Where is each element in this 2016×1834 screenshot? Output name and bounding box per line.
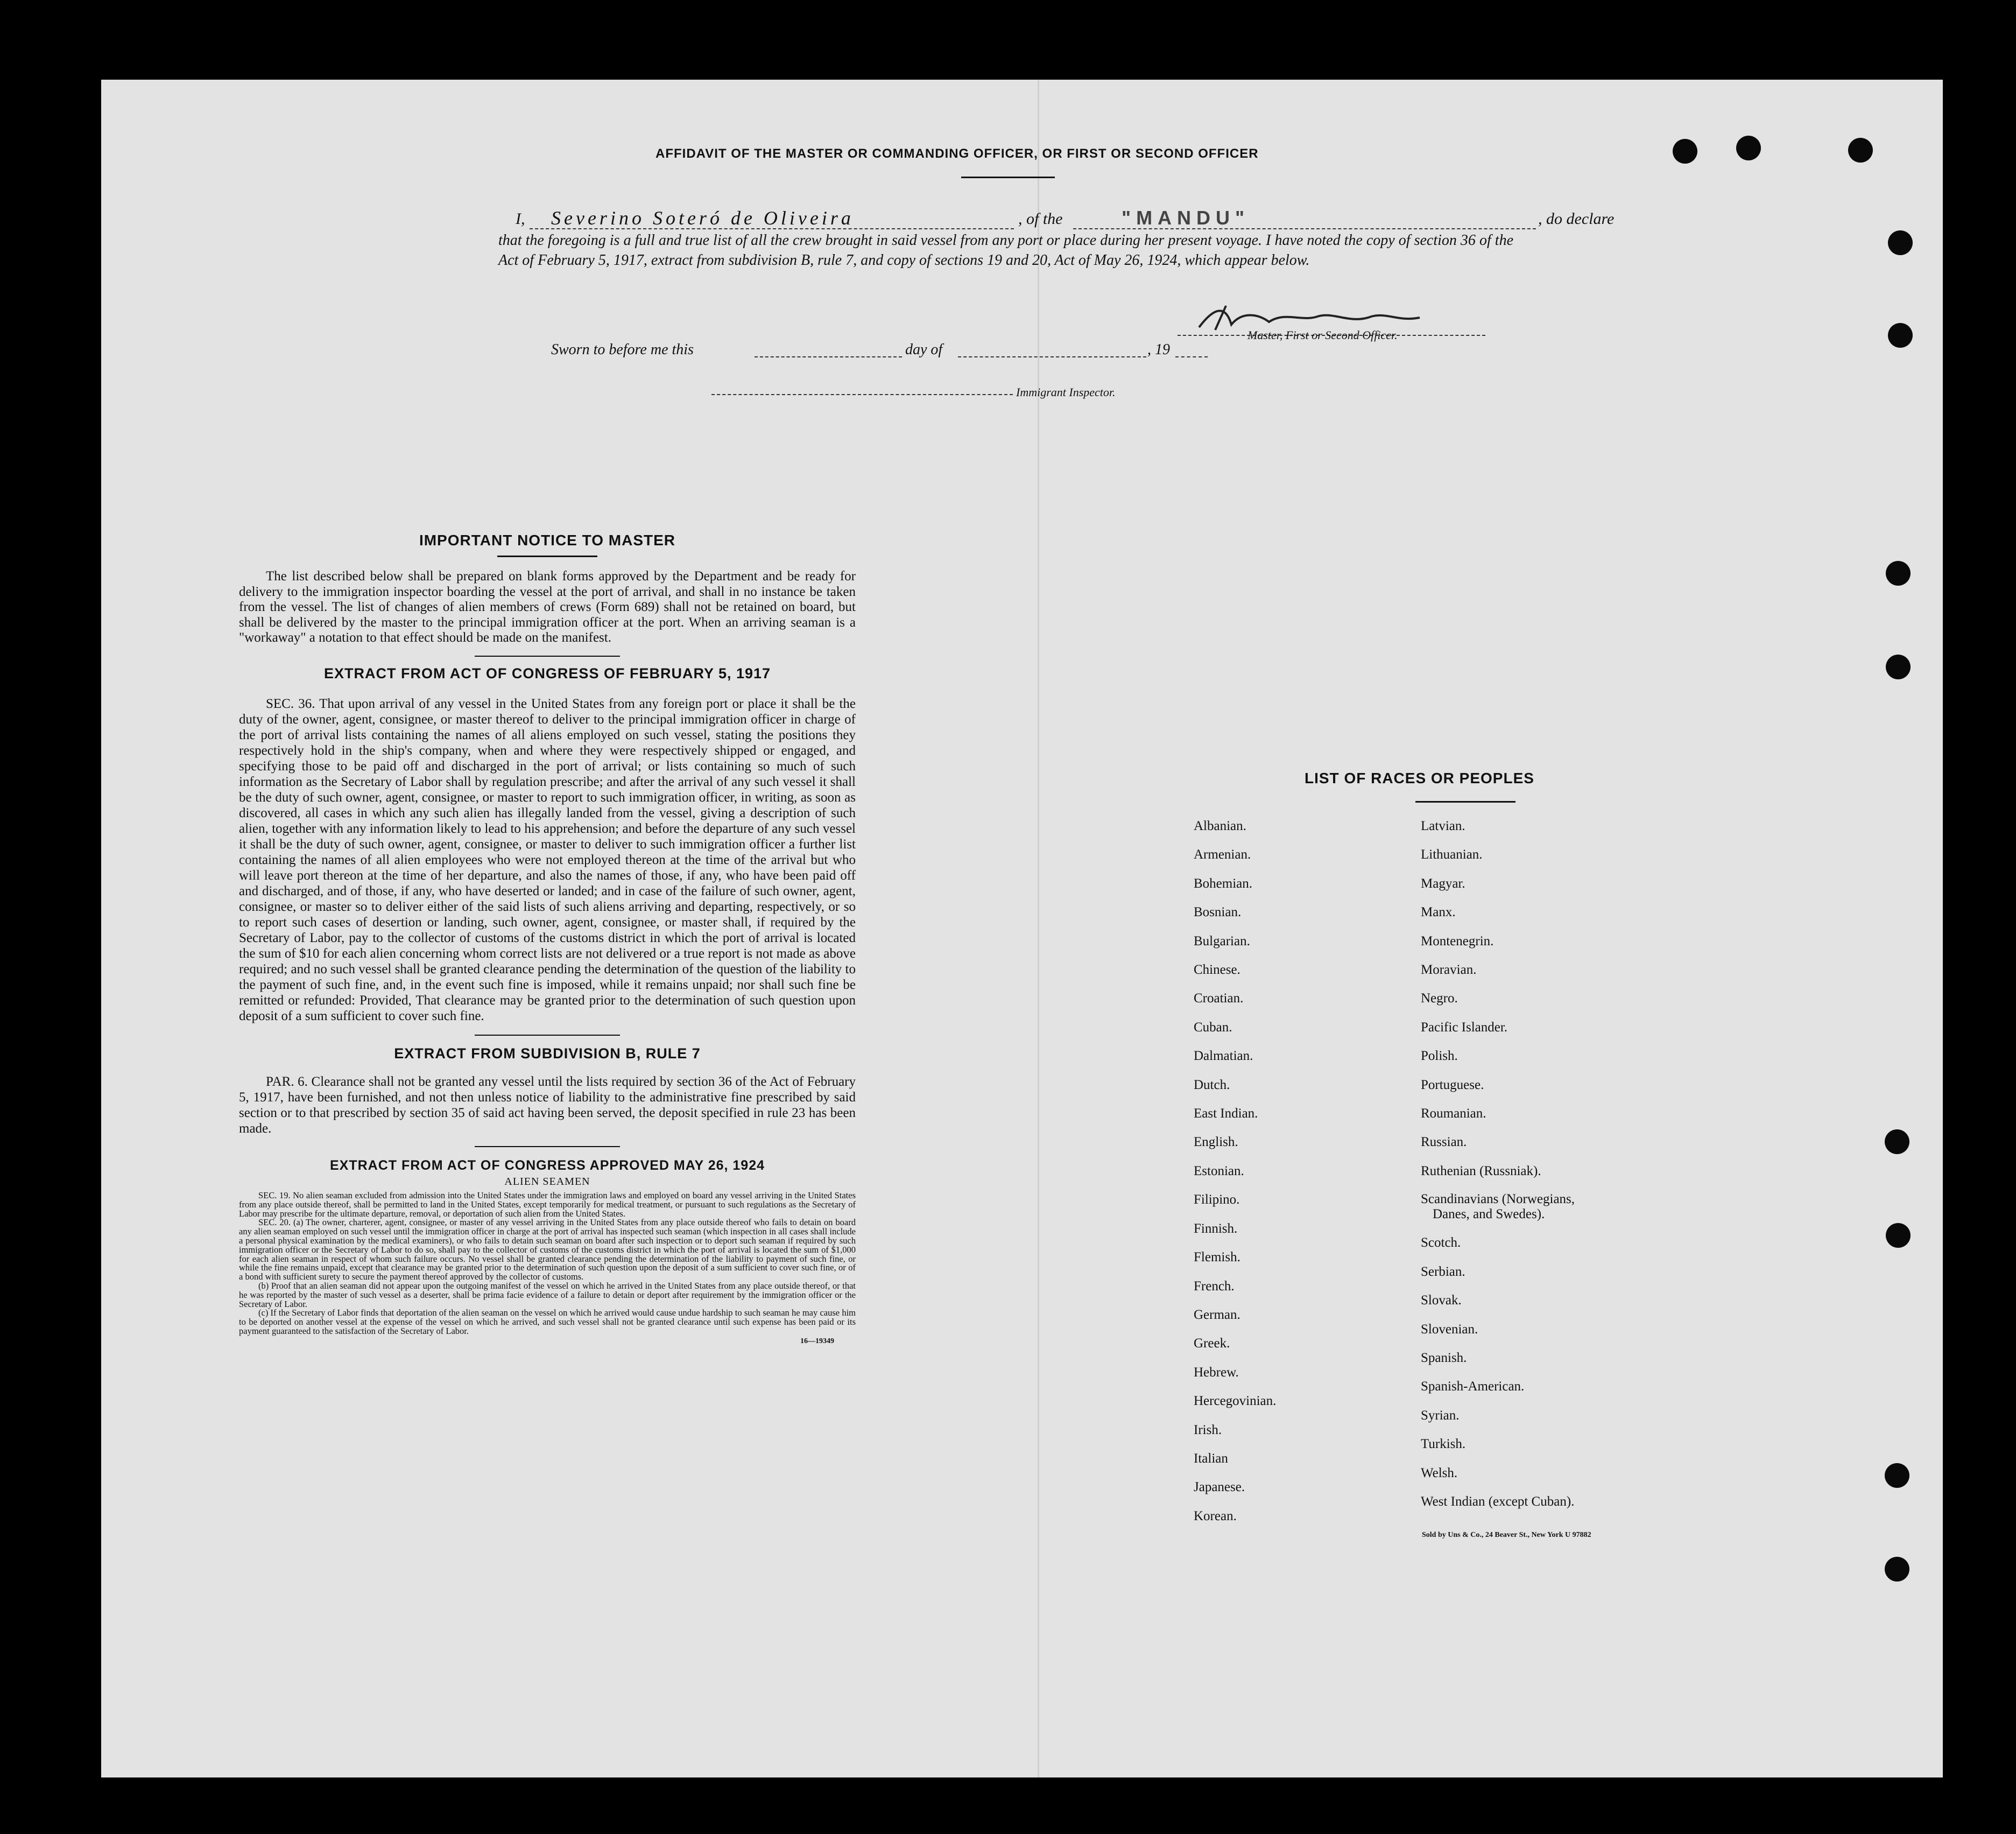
race-item: English. (1194, 1135, 1238, 1150)
sworn-month-field (958, 356, 1146, 357)
day-of-label: day of (905, 341, 943, 358)
race-item: Scandinavians (Norwegians, (1421, 1192, 1575, 1207)
race-item: Syrian. (1421, 1408, 1460, 1423)
notice-title: IMPORTANT NOTICE TO MASTER (419, 532, 676, 549)
race-item: Dutch. (1194, 1077, 1230, 1092)
year-field (1175, 356, 1208, 357)
officer-name-field (530, 207, 1014, 229)
race-item: Korean. (1194, 1508, 1237, 1523)
race-item: German. (1194, 1307, 1240, 1322)
sworn-line (551, 341, 1218, 363)
year-prefix: , 19 (1147, 341, 1170, 358)
extract-1924-title: EXTRACT FROM ACT OF CONGRESS APPROVED MAY 26, 1924 (329, 1157, 765, 1173)
sworn-prefix: Sworn to before me this (551, 341, 694, 358)
race-item: Japanese. (1194, 1480, 1245, 1495)
affidavit-heading: AFFIDAVIT OF THE MASTER OR COMMANDING OFFICER, OR FIRST OR SECOND OFFICER (655, 146, 1259, 161)
punch-hole (1888, 323, 1913, 348)
race-item: Slovenian. (1421, 1322, 1478, 1337)
race-item: Lithuanian. (1421, 847, 1483, 862)
race-item: Magyar. (1421, 876, 1465, 891)
race-item: Hebrew. (1194, 1365, 1239, 1380)
race-item: Albanian. (1194, 819, 1246, 833)
race-item: Greek. (1194, 1336, 1230, 1351)
race-item: Bohemian. (1194, 876, 1253, 891)
punch-hole (1888, 230, 1913, 255)
do-declare-label: , do declare (1538, 210, 1615, 228)
race-item: Scotch. (1421, 1235, 1461, 1250)
race-item: Cuban. (1194, 1020, 1232, 1035)
affidavit-body: that the foregoing is a full and true list of all the crew brought in said vessel from any port or place during her present voyage. I have noted the copy of section 36 of the Act of February 5, 1917, extract from subdivision B, rule 7, and copy of sections 19 and 20, Act of May 26, 1924, which appear below. (498, 232, 1513, 269)
i-label: I, (516, 210, 525, 228)
race-item: Pacific Islander. (1421, 1020, 1508, 1035)
notice-rule (497, 556, 597, 557)
punch-hole (1886, 655, 1911, 679)
race-item: Latvian. (1421, 819, 1465, 833)
race-item: Turkish. (1421, 1437, 1466, 1452)
signature-scrawl (1194, 300, 1474, 333)
race-item: Spanish-American. (1421, 1379, 1525, 1394)
race-item: Croatian. (1194, 991, 1244, 1006)
document-page (101, 80, 1943, 1777)
heading-rule (961, 177, 1055, 178)
officer-name: Severino Soteró de Oliveira (551, 207, 854, 229)
race-item: Spanish. (1421, 1350, 1467, 1365)
punch-hole (1886, 561, 1911, 586)
section-divider (475, 656, 620, 657)
race-item: Manx. (1421, 905, 1456, 920)
race-item: Estonian. (1194, 1163, 1244, 1178)
extract-1924-body (239, 1191, 856, 1336)
section-divider (475, 1035, 620, 1036)
extract-1917-body: SEC. 36. That upon arrival of any vessel in the United States from any foreign port or place it shall be the duty of the owner, agent, consignee, or master thereof to deliver to the principal immigration officer in charge of the port of arrival lists containing the names of all aliens employed on such vessel, stating the positions they respectively hold in the ship's company, when and where they were respectively shipped or engaged, and specifying those to be paid off and discharged in the port of arrival; or lists containing so much of such information as the Secretary of Labor shall by regulation prescribe; and after the arrival of any such vessel it shall be the duty of such owner, agent, consignee, or master to report to such immigration officer, in writing, as soon as discovered, all cases in which any such alien has illegally landed from the vessel, giving a description of such alien, together with any information likely to lead to his apprehension; and before the departure of any such vessel it shall be the duty of such owner, agent, consignee, or master to deliver to such immigration officer a further list containing the names of all alien employees who were not employed thereon at the time of the arrival but who will leave port thereon at the time of her departure, and also the names of those, if any, who have been paid off and discharged, and of those, if any, who have deserted or landed; and in case of the failure of such owner, agent, consignee, or master so to deliver either of the said lists of such aliens arriving and departing, respectively, or so to report such cases of desertion or landing, such owner, agent, consignee, or master shall, if required by the Secretary of Labor, pay to the collector of customs of the customs district in which the port of arrival is located the sum of $10 for each alien concerning whom correct lists are not delivered or a true report is not made as above required; and no such vessel shall be granted clearance pending the determination of the question of the liability to the payment of such fine, and, in the event such fine is imposed, while it remains unpaid; nor shall such fine be remitted or refunded: Provided, That clearance may be granted prior to the determination of such question upon deposit of a sum sufficient to cover such fine. (239, 696, 856, 1023)
punch-hole (1673, 139, 1697, 164)
inspector-caption: Immigrant Inspector. (1016, 385, 1116, 399)
race-item: East Indian. (1194, 1106, 1258, 1121)
section-19: SEC. 19. No alien seaman excluded from admission into the United States under the immigration laws and employed on board any vessel arriving in the United States from any place outside thereof, shall be permitted to land in the United States, except temporarily for medical treatment, or pursuant to such regulations as the Secretary of Labor may prescribe for the ultimate departure, removal, or deportation of such alien from the United States. (239, 1190, 856, 1219)
punch-hole (1885, 1557, 1909, 1582)
extract-1924-subtitle: ALIEN SEAMEN (504, 1175, 590, 1187)
punch-hole (1885, 1129, 1909, 1154)
race-item: Polish. (1421, 1049, 1458, 1064)
extract-1917-title: EXTRACT FROM ACT OF CONGRESS OF FEBRUARY 5, 1917 (323, 665, 771, 681)
vessel-name-field (1073, 207, 1536, 229)
section-20c: (c) If the Secretary of Labor finds that deportation of the alien seaman on the vessel on which he arrived would cause undue hardship to such seaman he may cause him to be deported on another vessel at the expense of the vessel on which he arrived, and such vessel shall not be granted clearance until such expense has been paid or its payment guaranteed to the satisfaction of the Secretary of Labor. (239, 1308, 856, 1336)
inspector-line (711, 394, 1013, 395)
notice-body: The list described below shall be prepared on blank forms approved by the Department and be ready for delivery to the immigration inspector boarding the vessel at the port of arrival, and shall in no instance be taken from the vessel. The list of changes of alien members of crews (Form 689) shall not be retained on board, but shall be delivered by the master to the principal immigration officer at the port. When an arriving seaman is a "workaway" a notation to that effect should be made on the manifest. (239, 569, 856, 645)
race-item: Chinese. (1194, 962, 1240, 978)
race-item: Roumanian. (1421, 1106, 1486, 1121)
extract-rule7-body: PAR. 6. Clearance shall not be granted any vessel until the lists required by section 36 of the Act of February 5, 1917, have been furnished, and not then unless notice of liability to the administrative fine prescribed by said section or to that prescribed by section 35 of said act having been served, the deposit specified in rule 23 has been made. (239, 1074, 856, 1136)
races-left-column (1194, 812, 1276, 1530)
section-20a: SEC. 20. (a) The owner, charterer, agent, consignee, or master of any vessel arriving in the United States from any place outside thereof who fails to detain on board any alien seaman employed on such vessel until the immigration officer in charge at the port of arrival has inspected such seaman (which inspection in all cases shall include a personal physical examination by the medical examiners), or who fails to detain such seaman on board after such inspection or to deport such seaman if required by such immigration officer or the Secretary of Labor to do so, shall pay to the collector of customs of the customs district in which the port of arrival is located the sum of $1,000 for each alien seaman in respect of whom such failure occurs. No vessel shall be granted clearance pending the determination of the liability to payment of such fine, or while the fine remains unpaid, except that clearance may be granted prior to the determination of such question upon the deposit of a sum sufficient to cover such fine, or of a bond with sufficient surety to secure the payment thereof approved by the collector of customs. (239, 1217, 856, 1282)
form-number: 16—19349 (800, 1337, 834, 1345)
extract-rule7-title: EXTRACT FROM SUBDIVISION B, RULE 7 (394, 1045, 701, 1062)
race-item: Ruthenian (Russniak). (1421, 1163, 1541, 1178)
races-title: LIST OF RACES OR PEOPLES (1305, 770, 1534, 786)
vessel-name: "MANDU" (1122, 207, 1250, 229)
race-item: Bosnian. (1194, 905, 1242, 920)
punch-hole (1736, 136, 1761, 160)
sworn-day-field (755, 356, 902, 357)
race-item: Serbian. (1421, 1264, 1465, 1279)
race-item: Finnish. (1194, 1221, 1238, 1236)
race-item: French. (1194, 1278, 1235, 1294)
race-item: West Indian (except Cuban). (1421, 1494, 1575, 1509)
punch-hole (1848, 138, 1873, 163)
section-divider (475, 1146, 620, 1147)
race-item: Moravian. (1421, 962, 1477, 978)
race-item: Armenian. (1194, 847, 1251, 862)
signature-caption: Master, First or Second Officer. (1247, 328, 1398, 342)
races-right-column (1421, 812, 1575, 1516)
race-item: Flemish. (1194, 1250, 1240, 1265)
punch-hole (1885, 1463, 1909, 1488)
punch-hole (1886, 1223, 1911, 1248)
race-item: Welsh. (1421, 1465, 1458, 1480)
race-item: Portuguese. (1421, 1077, 1484, 1092)
race-item: Italian (1194, 1451, 1228, 1466)
race-item: Irish. (1194, 1422, 1222, 1437)
seller-imprint: Sold by Uns & Co., 24 Beaver St., New York U 97882 (1422, 1531, 1591, 1539)
race-item: Montenegrin. (1421, 933, 1494, 948)
section-20b: (b) Proof that an alien seaman did not appear upon the outgoing manifest of the vessel on which he arrived in the United States from any place outside thereof, or that he was reported by the master of such vessel as a deserter, shall be prima facie evidence of a failure to detain or deport after requirement by the immigration officer or the Secretary of Labor. (239, 1280, 856, 1309)
left-column (239, 532, 856, 1346)
race-item: Filipino. (1194, 1192, 1240, 1207)
of-the-label: , of the (1018, 210, 1063, 228)
declaration-line (516, 207, 1619, 233)
race-item: Danes, and Swedes). (1433, 1207, 1545, 1222)
race-item: Russian. (1421, 1135, 1467, 1150)
races-rule (1415, 801, 1515, 803)
race-item: Bulgarian. (1194, 933, 1250, 948)
race-item: Dalmatian. (1194, 1049, 1253, 1064)
race-item: Negro. (1421, 991, 1458, 1006)
race-item: Slovak. (1421, 1293, 1462, 1308)
race-item: Hercegovinian. (1194, 1394, 1277, 1409)
